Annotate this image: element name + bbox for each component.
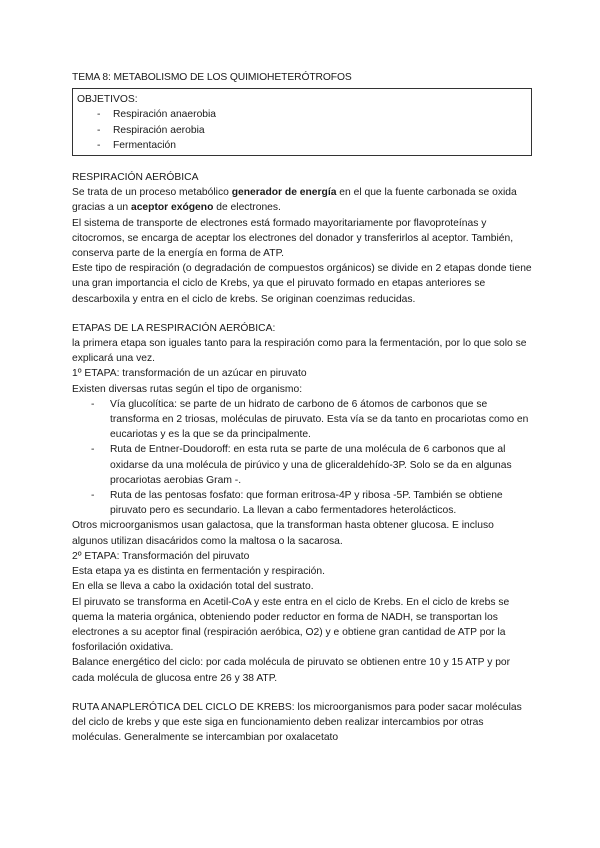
paragraph: Existen diversas rutas según el tipo de organismo: bbox=[72, 383, 303, 395]
objectives-list bbox=[77, 107, 526, 153]
objective-item: - Respiración aerobia bbox=[97, 124, 205, 136]
route-item: - Ruta de las pentosas fosfato: que forman eritrosa-4P y ribosa -5P. También se obtiene piruvato pero es secundario. La llevan a cabo fermentadores heterolácticos. bbox=[91, 490, 503, 517]
section-heading-aerobic: RESPIRACIÓN AERÓBICA bbox=[72, 172, 199, 184]
paragraph: El sistema de transporte de electrones está formado mayoritariamente por flavoproteínas y citocromos, se encarga de aceptar los electrones del donador y transferirlos al aceptor. También, conserva parte de la energía en forma de ATP. bbox=[72, 217, 514, 260]
paragraph: Esta etapa ya es distinta en fermentación y respiración. bbox=[72, 566, 325, 578]
anaplerotic-paragraph: RUTA ANAPLERÓTICA DEL CICLO DE KREBS: los microorganismos para poder sacar moléculas del ciclo de krebs y que este siga en funcionamiento deben realizar intercambios por otras moléculas. Generalmente se intercambian por oxalacetato bbox=[72, 701, 522, 744]
route-item: - Ruta de Entner-Doudoroff: en esta ruta se parte de una molécula de 6 carbonos que al oxidarse da una molécula de pirúvico y una de gliceraldehído-3P. Solo se da en algunas procariotas aerobias Gram -. bbox=[91, 444, 512, 486]
routes-list bbox=[72, 397, 532, 519]
objectives-box bbox=[72, 88, 532, 156]
document-page bbox=[72, 70, 532, 745]
paragraph: Este tipo de respiración (o degradación de compuestos orgánicos) se divide en 2 etapas donde tiene una gran importancia el ciclo de Krebs, ya que el piruvato formado en etapas anteriores se descarboxila y entra en el ciclo de krebs. Se originan coenzimas reducidas. bbox=[72, 263, 532, 305]
objective-item: - Respiración anaerobia bbox=[97, 109, 217, 121]
paragraph: Otros microorganismos usan galactosa, que la transforman hasta obtener glucosa. E incluso algunos utilizan disacáridos como la maltosa o la sacarosa. bbox=[72, 520, 494, 547]
route-item: - Vía glucolítica: se parte de un hidrato de carbono de 6 átomos de carbonos que se transforma en 2 triosas, moléculas de piruvato. Esta vía se da tanto en procariotas como en eucariotas y es la que se da principalmente. bbox=[91, 398, 529, 441]
paragraph: El piruvato se transforma en Acetil-CoA y este entra en el ciclo de Krebs. En el ciclo de krebs se quema la materia orgánica, obteniendo poder reductor en forma de NADH, se transportan los electrones a su aceptor final (respiración aeróbica, O2) y e obtiene gran cantidad de ATP por la fosforilación oxidativa. bbox=[72, 596, 510, 654]
section-heading-stages: ETAPAS DE LA RESPIRACIÓN AERÓBICA: bbox=[72, 322, 276, 334]
paragraph: Balance energético del ciclo: por cada molécula de piruvato se obtienen entre 10 y 15 ATP y por cada molécula de glucosa entre 26 y 38 ATP. bbox=[72, 657, 511, 684]
objective-item: - Fermentación bbox=[97, 139, 176, 151]
stage-2-title: 2º ETAPA: Transformación del piruvato bbox=[72, 550, 250, 562]
document-title: TEMA 8: METABOLISMO DE LOS QUIMIOHETERÓTROFOS bbox=[72, 72, 352, 83]
paragraph: la primera etapa son iguales tanto para la respiración como para la fermentación, por lo que solo se explicará una vez. bbox=[72, 338, 527, 365]
paragraph: En ella se lleva a cabo la oxidación total del sustrato. bbox=[72, 581, 314, 593]
stage-1-title: 1º ETAPA: transformación de un azúcar en piruvato bbox=[72, 368, 307, 380]
objectives-heading: OBJETIVOS: bbox=[77, 94, 138, 106]
paragraph: Se trata de un proceso metabólico generador de energía en el que la fuente carbonada se oxida gracias a un aceptor exógeno de electrones. bbox=[72, 187, 517, 214]
